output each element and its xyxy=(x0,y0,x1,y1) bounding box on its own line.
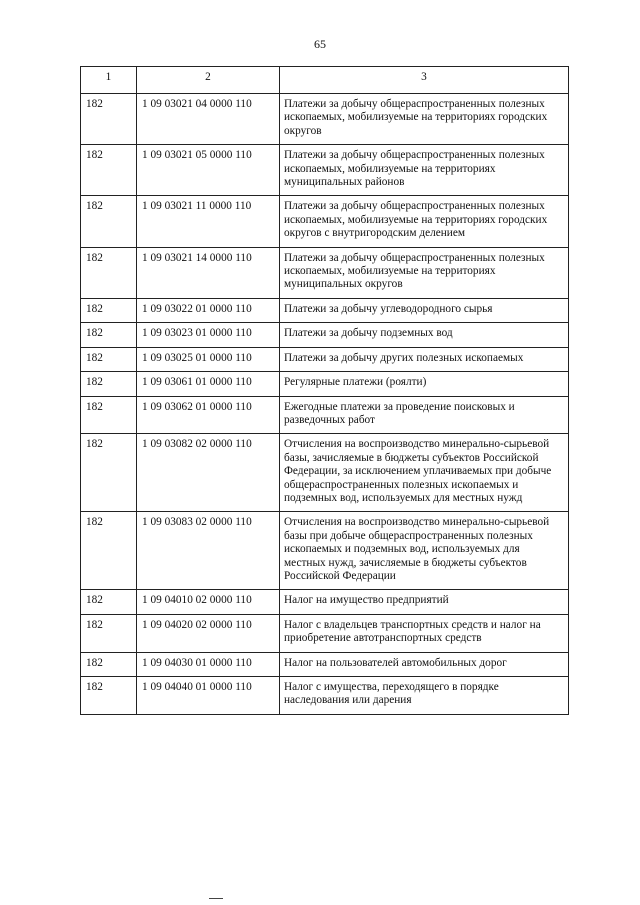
table-row xyxy=(81,247,569,298)
table-body xyxy=(81,94,569,715)
budget-code-cell: 1 09 04020 02 0000 110 xyxy=(137,614,280,652)
admin-code-cell: 182 xyxy=(81,652,137,676)
table-row xyxy=(81,347,569,371)
budget-code-cell: 1 09 03025 01 0000 110 xyxy=(137,347,280,371)
table-row xyxy=(81,94,569,145)
revenue-name-cell: Налог с имущества, переходящего в порядке наследования или дарения xyxy=(280,677,569,715)
revenue-name-cell: Налог на имущество предприятий xyxy=(280,590,569,614)
revenue-name-cell: Платежи за добычу общераспространенных полезных ископаемых, мобилизуемые на территориях муниципальных районов xyxy=(280,145,569,196)
budget-code-cell: 1 09 03082 02 0000 110 xyxy=(137,434,280,512)
footer-scan-mark xyxy=(209,898,223,899)
admin-code-cell: 182 xyxy=(81,372,137,396)
table-row xyxy=(81,677,569,715)
table-row xyxy=(81,196,569,247)
budget-code-cell: 1 09 03021 05 0000 110 xyxy=(137,145,280,196)
budget-code-cell: 1 09 03021 14 0000 110 xyxy=(137,247,280,298)
budget-code-cell: 1 09 04030 01 0000 110 xyxy=(137,652,280,676)
revenue-name-cell: Платежи за добычу других полезных ископаемых xyxy=(280,347,569,371)
budget-code-cell: 1 09 03061 01 0000 110 xyxy=(137,372,280,396)
table-row xyxy=(81,145,569,196)
admin-code-cell: 182 xyxy=(81,614,137,652)
page-number: 65 xyxy=(314,37,326,51)
budget-code-cell: 1 09 04040 01 0000 110 xyxy=(137,677,280,715)
table-row xyxy=(81,298,569,322)
admin-code-cell: 182 xyxy=(81,196,137,247)
budget-code-cell: 1 09 03021 04 0000 110 xyxy=(137,94,280,145)
revenue-name-cell: Платежи за добычу подземных вод xyxy=(280,323,569,347)
revenue-name-cell: Ежегодные платежи за проведение поисковых и разведочных работ xyxy=(280,396,569,434)
table-header xyxy=(81,67,569,94)
table-row xyxy=(81,590,569,614)
budget-code-cell: 1 09 03021 11 0000 110 xyxy=(137,196,280,247)
admin-code-cell: 182 xyxy=(81,347,137,371)
revenue-codes-table xyxy=(80,66,569,715)
budget-code-cell: 1 09 03022 01 0000 110 xyxy=(137,298,280,322)
table-row xyxy=(81,396,569,434)
budget-code-cell: 1 09 03062 01 0000 110 xyxy=(137,396,280,434)
column-header-3: 3 xyxy=(280,67,569,94)
revenue-name-cell: Платежи за добычу общераспространенных полезных ископаемых, мобилизуемые на территориях городских округов с внутригородским делением xyxy=(280,196,569,247)
admin-code-cell: 182 xyxy=(81,94,137,145)
admin-code-cell: 182 xyxy=(81,590,137,614)
table-row xyxy=(81,512,569,590)
revenue-name-cell: Регулярные платежи (роялти) xyxy=(280,372,569,396)
column-header-1: 1 xyxy=(81,67,137,94)
revenue-name-cell: Платежи за добычу углеводородного сырья xyxy=(280,298,569,322)
column-header-2: 2 xyxy=(137,67,280,94)
revenue-name-cell: Платежи за добычу общераспространенных полезных ископаемых, мобилизуемые на территориях городских округов xyxy=(280,94,569,145)
admin-code-cell: 182 xyxy=(81,396,137,434)
admin-code-cell: 182 xyxy=(81,434,137,512)
admin-code-cell: 182 xyxy=(81,145,137,196)
admin-code-cell: 182 xyxy=(81,512,137,590)
budget-code-cell: 1 09 04010 02 0000 110 xyxy=(137,590,280,614)
table-row xyxy=(81,614,569,652)
revenue-name-cell: Платежи за добычу общераспространенных полезных ископаемых, мобилизуемые на территориях муниципальных округов xyxy=(280,247,569,298)
revenue-name-cell: Отчисления на воспроизводство минерально-сырьевой базы, зачисляемые в бюджеты субъектов Российской Федерации, за исключением уплачиваемых при добыче общераспространенных полезных ископаемых и подземных вод, используемых для местных нужд xyxy=(280,434,569,512)
revenue-name-cell: Налог на пользователей автомобильных дорог xyxy=(280,652,569,676)
header-row xyxy=(81,67,569,94)
budget-code-cell: 1 09 03023 01 0000 110 xyxy=(137,323,280,347)
admin-code-cell: 182 xyxy=(81,298,137,322)
revenue-name-cell: Отчисления на воспроизводство минерально-сырьевой базы при добыче общераспространенных полезных ископаемых и подземных вод, используемых для местных нужд, зачисляемые в бюджеты субъектов Российской Федерации xyxy=(280,512,569,590)
table-row xyxy=(81,372,569,396)
admin-code-cell: 182 xyxy=(81,247,137,298)
table-row xyxy=(81,434,569,512)
table-row xyxy=(81,652,569,676)
admin-code-cell: 182 xyxy=(81,677,137,715)
admin-code-cell: 182 xyxy=(81,323,137,347)
revenue-name-cell: Налог с владельцев транспортных средств и налог на приобретение автотранспортных средств xyxy=(280,614,569,652)
budget-code-cell: 1 09 03083 02 0000 110 xyxy=(137,512,280,590)
table-row xyxy=(81,323,569,347)
